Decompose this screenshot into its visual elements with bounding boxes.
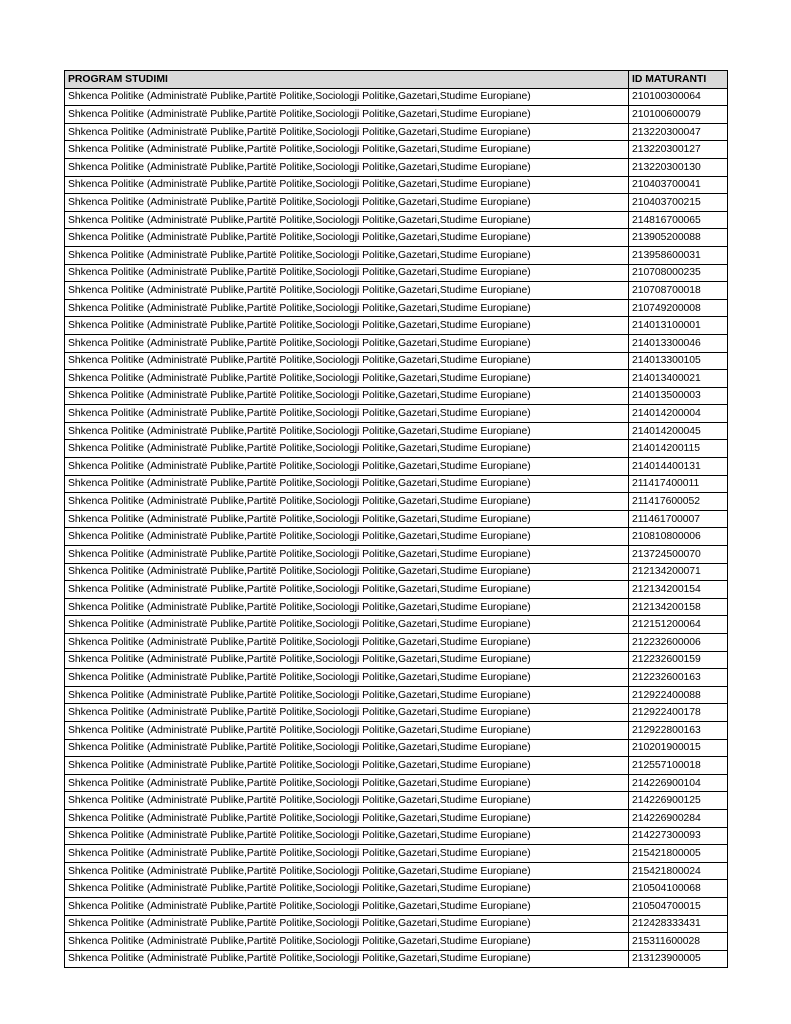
table-row bbox=[65, 897, 728, 915]
program-cell: Shkenca Politike (Administratë Publike,Partitë Politike,Sociologji Politike,Gazetari,Studime Europiane) bbox=[65, 264, 629, 282]
id-cell: 210403700215 bbox=[629, 194, 728, 212]
table-row bbox=[65, 387, 728, 405]
program-cell: Shkenca Politike (Administratë Publike,Partitë Politike,Sociologji Politike,Gazetari,Studime Europiane) bbox=[65, 774, 629, 792]
id-cell: 215311600028 bbox=[629, 933, 728, 951]
program-cell: Shkenca Politike (Administratë Publike,Partitë Politike,Sociologji Politike,Gazetari,Studime Europiane) bbox=[65, 757, 629, 775]
program-cell: Shkenca Politike (Administratë Publike,Partitë Politike,Sociologji Politike,Gazetari,Studime Europiane) bbox=[65, 616, 629, 634]
table-row bbox=[65, 141, 728, 159]
id-cell: 210810800006 bbox=[629, 528, 728, 546]
program-cell: Shkenca Politike (Administratë Publike,Partitë Politike,Sociologji Politike,Gazetari,Studime Europiane) bbox=[65, 634, 629, 652]
id-cell: 210100600079 bbox=[629, 106, 728, 124]
results-table bbox=[64, 70, 728, 968]
table-row bbox=[65, 809, 728, 827]
id-cell: 213220300130 bbox=[629, 158, 728, 176]
table-row bbox=[65, 334, 728, 352]
program-cell: Shkenca Politike (Administratë Publike,Partitë Politike,Sociologji Politike,Gazetari,Studime Europiane) bbox=[65, 721, 629, 739]
program-cell: Shkenca Politike (Administratë Publike,Partitë Politike,Sociologji Politike,Gazetari,Studime Europiane) bbox=[65, 897, 629, 915]
table-header-row bbox=[65, 71, 728, 89]
program-cell: Shkenca Politike (Administratë Publike,Partitë Politike,Sociologji Politike,Gazetari,Studime Europiane) bbox=[65, 651, 629, 669]
table-row bbox=[65, 598, 728, 616]
program-cell: Shkenca Politike (Administratë Publike,Partitë Politike,Sociologji Politike,Gazetari,Studime Europiane) bbox=[65, 106, 629, 124]
table-row bbox=[65, 686, 728, 704]
program-cell: Shkenca Politike (Administratë Publike,Partitë Politike,Sociologji Politike,Gazetari,Studime Europiane) bbox=[65, 440, 629, 458]
program-cell: Shkenca Politike (Administratë Publike,Partitë Politike,Sociologji Politike,Gazetari,Studime Europiane) bbox=[65, 845, 629, 863]
id-cell: 213220300127 bbox=[629, 141, 728, 159]
table-row bbox=[65, 194, 728, 212]
table-row bbox=[65, 510, 728, 528]
id-cell: 214013300046 bbox=[629, 334, 728, 352]
id-cell: 214226900125 bbox=[629, 792, 728, 810]
table-row bbox=[65, 546, 728, 564]
table-row bbox=[65, 563, 728, 581]
program-cell: Shkenca Politike (Administratë Publike,Partitë Politike,Sociologji Politike,Gazetari,Studime Europiane) bbox=[65, 194, 629, 212]
id-cell: 210504100068 bbox=[629, 880, 728, 898]
table-row bbox=[65, 669, 728, 687]
id-cell: 213905200088 bbox=[629, 229, 728, 247]
id-cell: 212232600006 bbox=[629, 634, 728, 652]
id-cell: 211417400011 bbox=[629, 475, 728, 493]
id-cell: 211417600052 bbox=[629, 493, 728, 511]
table-row bbox=[65, 458, 728, 476]
program-cell: Shkenca Politike (Administratë Publike,Partitë Politike,Sociologji Politike,Gazetari,Studime Europiane) bbox=[65, 686, 629, 704]
table-row bbox=[65, 862, 728, 880]
id-cell: 213958600031 bbox=[629, 246, 728, 264]
program-cell: Shkenca Politike (Administratë Publike,Partitë Politike,Sociologji Politike,Gazetari,Studime Europiane) bbox=[65, 598, 629, 616]
program-cell: Shkenca Politike (Administratë Publike,Partitë Politike,Sociologji Politike,Gazetari,Studime Europiane) bbox=[65, 827, 629, 845]
column-header-id: ID MATURANTI bbox=[629, 71, 728, 89]
program-cell: Shkenca Politike (Administratë Publike,Partitë Politike,Sociologji Politike,Gazetari,Studime Europiane) bbox=[65, 246, 629, 264]
program-cell: Shkenca Politike (Administratë Publike,Partitë Politike,Sociologji Politike,Gazetari,Studime Europiane) bbox=[65, 334, 629, 352]
id-cell: 214014400131 bbox=[629, 458, 728, 476]
program-cell: Shkenca Politike (Administratë Publike,Partitë Politike,Sociologji Politike,Gazetari,Studime Europiane) bbox=[65, 282, 629, 300]
program-cell: Shkenca Politike (Administratë Publike,Partitë Politike,Sociologji Politike,Gazetari,Studime Europiane) bbox=[65, 510, 629, 528]
id-cell: 212922800163 bbox=[629, 721, 728, 739]
id-cell: 212134200154 bbox=[629, 581, 728, 599]
table-row bbox=[65, 827, 728, 845]
id-cell: 210100300064 bbox=[629, 88, 728, 106]
table-row bbox=[65, 845, 728, 863]
program-cell: Shkenca Politike (Administratë Publike,Partitë Politike,Sociologji Politike,Gazetari,Studime Europiane) bbox=[65, 739, 629, 757]
program-cell: Shkenca Politike (Administratë Publike,Partitë Politike,Sociologji Politike,Gazetari,Studime Europiane) bbox=[65, 422, 629, 440]
id-cell: 214226900104 bbox=[629, 774, 728, 792]
table-row bbox=[65, 405, 728, 423]
program-cell: Shkenca Politike (Administratë Publike,Partitë Politike,Sociologji Politike,Gazetari,Studime Europiane) bbox=[65, 563, 629, 581]
program-cell: Shkenca Politike (Administratë Publike,Partitë Politike,Sociologji Politike,Gazetari,Studime Europiane) bbox=[65, 528, 629, 546]
id-cell: 212557100018 bbox=[629, 757, 728, 775]
table-row bbox=[65, 581, 728, 599]
id-cell: 213724500070 bbox=[629, 546, 728, 564]
table-row bbox=[65, 158, 728, 176]
id-cell: 214013500003 bbox=[629, 387, 728, 405]
id-cell: 215421800005 bbox=[629, 845, 728, 863]
id-cell: 214816700065 bbox=[629, 211, 728, 229]
table-row bbox=[65, 229, 728, 247]
id-cell: 210708000235 bbox=[629, 264, 728, 282]
table-row bbox=[65, 299, 728, 317]
id-cell: 212134200071 bbox=[629, 563, 728, 581]
program-cell: Shkenca Politike (Administratë Publike,Partitë Politike,Sociologji Politike,Gazetari,Studime Europiane) bbox=[65, 950, 629, 968]
program-cell: Shkenca Politike (Administratë Publike,Partitë Politike,Sociologji Politike,Gazetari,Studime Europiane) bbox=[65, 176, 629, 194]
table-body bbox=[65, 88, 728, 968]
program-cell: Shkenca Politike (Administratë Publike,Partitë Politike,Sociologji Politike,Gazetari,Studime Europiane) bbox=[65, 880, 629, 898]
program-cell: Shkenca Politike (Administratë Publike,Partitë Politike,Sociologji Politike,Gazetari,Studime Europiane) bbox=[65, 158, 629, 176]
program-cell: Shkenca Politike (Administratë Publike,Partitë Politike,Sociologji Politike,Gazetari,Studime Europiane) bbox=[65, 458, 629, 476]
id-cell: 210201900015 bbox=[629, 739, 728, 757]
program-cell: Shkenca Politike (Administratë Publike,Partitë Politike,Sociologji Politike,Gazetari,Studime Europiane) bbox=[65, 141, 629, 159]
program-cell: Shkenca Politike (Administratë Publike,Partitë Politike,Sociologji Politike,Gazetari,Studime Europiane) bbox=[65, 211, 629, 229]
id-cell: 214014200045 bbox=[629, 422, 728, 440]
id-cell: 211461700007 bbox=[629, 510, 728, 528]
program-cell: Shkenca Politike (Administratë Publike,Partitë Politike,Sociologji Politike,Gazetari,Studime Europiane) bbox=[65, 299, 629, 317]
id-cell: 210749200008 bbox=[629, 299, 728, 317]
program-cell: Shkenca Politike (Administratë Publike,Partitë Politike,Sociologji Politike,Gazetari,Studime Europiane) bbox=[65, 370, 629, 388]
program-cell: Shkenca Politike (Administratë Publike,Partitë Politike,Sociologji Politike,Gazetari,Studime Europiane) bbox=[65, 229, 629, 247]
id-cell: 212428333431 bbox=[629, 915, 728, 933]
id-cell: 212922400178 bbox=[629, 704, 728, 722]
id-cell: 212151200064 bbox=[629, 616, 728, 634]
table-row bbox=[65, 264, 728, 282]
id-cell: 214013300105 bbox=[629, 352, 728, 370]
table-row bbox=[65, 88, 728, 106]
program-cell: Shkenca Politike (Administratë Publike,Partitë Politike,Sociologji Politike,Gazetari,Studime Europiane) bbox=[65, 546, 629, 564]
id-cell: 210403700041 bbox=[629, 176, 728, 194]
table-row bbox=[65, 774, 728, 792]
id-cell: 214014200004 bbox=[629, 405, 728, 423]
id-cell: 214227300093 bbox=[629, 827, 728, 845]
table-row bbox=[65, 370, 728, 388]
program-cell: Shkenca Politike (Administratë Publike,Partitë Politike,Sociologji Politike,Gazetari,Studime Europiane) bbox=[65, 862, 629, 880]
program-cell: Shkenca Politike (Administratë Publike,Partitë Politike,Sociologji Politike,Gazetari,Studime Europiane) bbox=[65, 581, 629, 599]
program-cell: Shkenca Politike (Administratë Publike,Partitë Politike,Sociologji Politike,Gazetari,Studime Europiane) bbox=[65, 809, 629, 827]
program-cell: Shkenca Politike (Administratë Publike,Partitë Politike,Sociologji Politike,Gazetari,Studime Europiane) bbox=[65, 704, 629, 722]
id-cell: 214013100001 bbox=[629, 317, 728, 335]
program-cell: Shkenca Politike (Administratë Publike,Partitë Politike,Sociologji Politike,Gazetari,Studime Europiane) bbox=[65, 669, 629, 687]
program-cell: Shkenca Politike (Administratë Publike,Partitë Politike,Sociologji Politike,Gazetari,Studime Europiane) bbox=[65, 352, 629, 370]
id-cell: 210504700015 bbox=[629, 897, 728, 915]
id-cell: 212922400088 bbox=[629, 686, 728, 704]
id-cell: 214226900284 bbox=[629, 809, 728, 827]
program-cell: Shkenca Politike (Administratë Publike,Partitë Politike,Sociologji Politike,Gazetari,Studime Europiane) bbox=[65, 387, 629, 405]
program-cell: Shkenca Politike (Administratë Publike,Partitë Politike,Sociologji Politike,Gazetari,Studime Europiane) bbox=[65, 792, 629, 810]
table-row bbox=[65, 616, 728, 634]
table-row bbox=[65, 634, 728, 652]
table-row bbox=[65, 704, 728, 722]
program-cell: Shkenca Politike (Administratë Publike,Partitë Politike,Sociologji Politike,Gazetari,Studime Europiane) bbox=[65, 915, 629, 933]
id-cell: 214014200115 bbox=[629, 440, 728, 458]
program-cell: Shkenca Politike (Administratë Publike,Partitë Politike,Sociologji Politike,Gazetari,Studime Europiane) bbox=[65, 475, 629, 493]
id-cell: 210708700018 bbox=[629, 282, 728, 300]
table-row bbox=[65, 880, 728, 898]
table-row bbox=[65, 757, 728, 775]
table-row bbox=[65, 440, 728, 458]
id-cell: 215421800024 bbox=[629, 862, 728, 880]
table-row bbox=[65, 950, 728, 968]
id-cell: 213220300047 bbox=[629, 123, 728, 141]
program-cell: Shkenca Politike (Administratë Publike,Partitë Politike,Sociologji Politike,Gazetari,Studime Europiane) bbox=[65, 933, 629, 951]
table-row bbox=[65, 282, 728, 300]
table-row bbox=[65, 422, 728, 440]
id-cell: 212232600163 bbox=[629, 669, 728, 687]
table-row bbox=[65, 493, 728, 511]
table-row bbox=[65, 352, 728, 370]
program-cell: Shkenca Politike (Administratë Publike,Partitë Politike,Sociologji Politike,Gazetari,Studime Europiane) bbox=[65, 493, 629, 511]
table-row bbox=[65, 792, 728, 810]
table-row bbox=[65, 933, 728, 951]
table-row bbox=[65, 721, 728, 739]
program-cell: Shkenca Politike (Administratë Publike,Partitë Politike,Sociologji Politike,Gazetari,Studime Europiane) bbox=[65, 317, 629, 335]
table-row bbox=[65, 317, 728, 335]
table-row bbox=[65, 106, 728, 124]
table-row bbox=[65, 528, 728, 546]
table-row bbox=[65, 176, 728, 194]
id-cell: 214013400021 bbox=[629, 370, 728, 388]
table-row bbox=[65, 651, 728, 669]
table-row bbox=[65, 123, 728, 141]
program-cell: Shkenca Politike (Administratë Publike,Partitë Politike,Sociologji Politike,Gazetari,Studime Europiane) bbox=[65, 123, 629, 141]
table-row bbox=[65, 211, 728, 229]
id-cell: 212134200158 bbox=[629, 598, 728, 616]
id-cell: 213123900005 bbox=[629, 950, 728, 968]
table-row bbox=[65, 915, 728, 933]
table-row bbox=[65, 246, 728, 264]
program-cell: Shkenca Politike (Administratë Publike,Partitë Politike,Sociologji Politike,Gazetari,Studime Europiane) bbox=[65, 88, 629, 106]
column-header-program: PROGRAM STUDIMI bbox=[65, 71, 629, 89]
program-cell: Shkenca Politike (Administratë Publike,Partitë Politike,Sociologji Politike,Gazetari,Studime Europiane) bbox=[65, 405, 629, 423]
id-cell: 212232600159 bbox=[629, 651, 728, 669]
table-row bbox=[65, 475, 728, 493]
table-row bbox=[65, 739, 728, 757]
